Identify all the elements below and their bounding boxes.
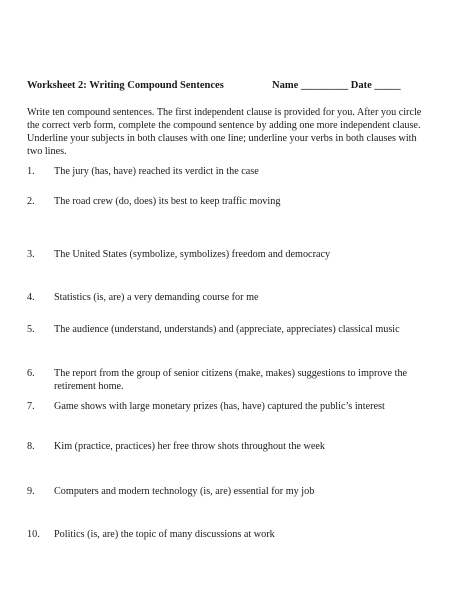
item-sentence: The audience (understand, understands) and (appreciate, appreciates) classical music (54, 324, 400, 335)
item-sentence: The United States (symbolize, symbolizes) freedom and democracy (54, 249, 331, 260)
item-number: 1. (27, 166, 35, 177)
worksheet-title: Worksheet 2: Writing Compound Sentences (27, 80, 224, 91)
item-sentence: The report from the group of senior citizens (make, makes) suggestions to improve the retirement home. (54, 368, 408, 392)
item-number: 4. (27, 292, 35, 303)
item-number: 7. (27, 401, 35, 412)
item-number: 5. (27, 324, 35, 335)
item-sentence: The jury (has, have) reached its verdict in the case (54, 166, 259, 177)
item-sentence: Computers and modern technology (is, are) essential for my job (54, 486, 315, 497)
item-number: 10. (27, 529, 40, 540)
item-number: 3. (27, 249, 35, 260)
item-number: 2. (27, 196, 35, 207)
item-number: 6. (27, 368, 35, 379)
item-number: 8. (27, 441, 35, 452)
item-number: 9. (27, 486, 35, 497)
item-sentence: Politics (is, are) the topic of many discussions at work (54, 529, 275, 540)
instructions-paragraph: Write ten compound sentences. The first independent clause is provided for you. After you circle the correct verb form, complete the compound sentence by adding one more independent clause. Underline your subjects in both clauses with one line; underline your verbs in both clauses with two lines. (27, 107, 422, 157)
item-sentence: The road crew (do, does) its best to keep traffic moving (54, 196, 281, 207)
item-sentence: Statistics (is, are) a very demanding course for me (54, 292, 259, 303)
name-date-line: Name _________ Date _____ (272, 80, 401, 91)
item-sentence: Game shows with large monetary prizes (has, have) captured the public’s interest (54, 401, 385, 412)
item-sentence: Kim (practice, practices) her free throw shots throughout the week (54, 441, 325, 452)
